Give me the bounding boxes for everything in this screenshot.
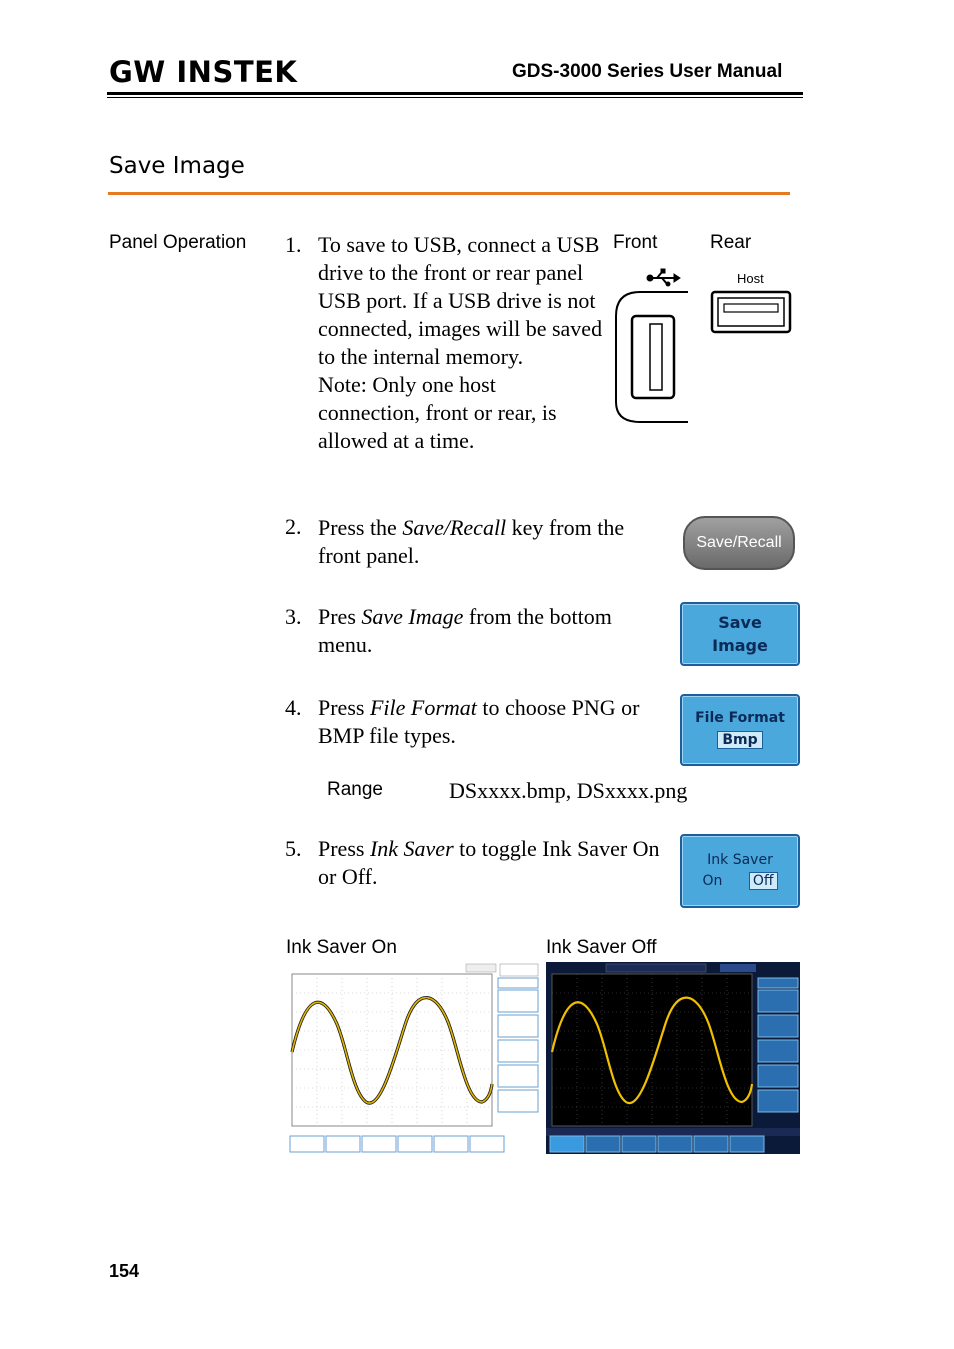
usb-front-label: Front — [613, 232, 658, 253]
ink-saver-off: Off — [749, 872, 778, 890]
usb-rear-label: Rear — [710, 232, 752, 253]
step-2-number: 2. — [285, 514, 302, 539]
ink-saver-off-screenshot — [546, 962, 800, 1154]
save-recall-key[interactable]: Save/Recall — [683, 516, 795, 570]
usb-ports-illustration — [610, 262, 800, 427]
step-1-text — [318, 231, 603, 455]
brand-logo: GW INSTEK — [109, 55, 298, 89]
save-image-softkey[interactable]: Save Image — [680, 602, 800, 666]
manual-title: GDS-3000 Series User Manual — [512, 61, 783, 82]
header-rule — [107, 92, 803, 95]
file-format-softkey[interactable]: File Format Bmp — [680, 694, 800, 766]
usb-host-label: Host — [737, 271, 764, 286]
step-4-text: Press File Format to choose PNG or BMP file types. — [318, 695, 640, 748]
ink-saver-on-screenshot — [286, 962, 540, 1154]
usb-symbol-icon — [647, 269, 680, 286]
section-title: Save Image — [109, 153, 245, 179]
ink-saver-off-label: Ink Saver Off — [546, 937, 657, 958]
step-5-text: Press Ink Saver to toggle Ink Saver On or Off. — [318, 836, 660, 889]
step-4-number: 4. — [285, 695, 302, 720]
range-value: DSxxxx.bmp, DSxxxx.png — [449, 778, 688, 803]
panel-operation-label: Panel Operation — [109, 232, 247, 253]
step-1-number: 1. — [285, 232, 302, 257]
range-label: Range — [327, 779, 383, 800]
step-3-number: 3. — [285, 604, 302, 629]
step-1-main: To save to USB, connect a USB drive to the front or rear panel USB port. If a USB drive is not connected, images will be saved to the internal memory. — [318, 232, 603, 369]
file-format-value: Bmp — [717, 731, 762, 749]
header-rule-thin — [107, 97, 803, 98]
step-2-text: Press the Save/Recall key from the front panel. — [318, 515, 625, 568]
step-1-note: Note: Only one host connection, front or rear, is allowed at a time. — [318, 372, 557, 453]
step-5-number: 5. — [285, 836, 302, 861]
ink-saver-on-label: Ink Saver On — [286, 937, 397, 958]
ink-saver-on: On — [702, 873, 723, 889]
ink-saver-softkey[interactable]: Ink Saver On Off — [680, 834, 800, 908]
page-number: 154 — [109, 1261, 140, 1281]
section-rule — [108, 192, 790, 195]
step-3-text: Pres Save Image from the bottom menu. — [318, 604, 612, 657]
